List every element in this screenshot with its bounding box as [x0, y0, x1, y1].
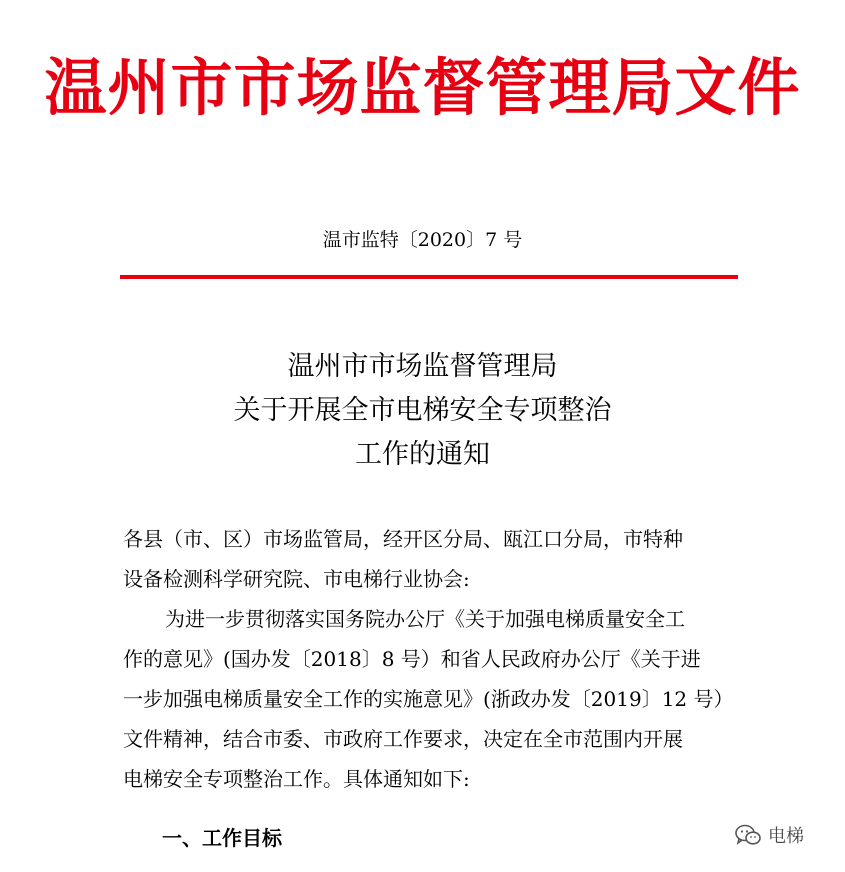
document-masthead: 温州市市场监督管理局文件	[44, 51, 801, 124]
paragraph-line-4: 文件精神，结合市委、市政府工作要求，决定在全市范围内开展	[123, 727, 683, 751]
wechat-icon	[734, 823, 762, 847]
paragraph-line-5: 电梯安全专项整治工作。具体通知如下:	[123, 767, 470, 791]
watermark-text: 电梯	[768, 826, 804, 847]
notice-title-line-3: 工作的通知	[355, 439, 490, 470]
notice-body	[123, 519, 743, 799]
section-heading-goals: 一、工作目标	[162, 826, 282, 850]
addressee-line-1: 各县（市、区）市场监管局，经开区分局、瓯江口分局，市特种	[123, 527, 683, 551]
paragraph-line-2: 作的意见》(国办发〔2018〕8 号）和省人民政府办公厅《关于进	[123, 647, 701, 671]
red-divider-line	[120, 275, 738, 279]
notice-title	[0, 345, 845, 477]
notice-title-line-2: 关于开展全市电梯安全专项整治	[233, 395, 612, 426]
paragraph-line-1: 为进一步贯彻落实国务院办公厅《关于加强电梯质量安全工	[165, 607, 685, 631]
notice-title-line-1: 温州市市场监督管理局	[287, 351, 558, 382]
addressee-line-2: 设备检测科学研究院、市电梯行业协会:	[123, 567, 470, 591]
document-number: 温市监特〔2020〕7 号	[322, 229, 523, 251]
paragraph-line-3: 一步加强电梯质量安全工作的实施意见》(浙政办发〔2019〕12 号）	[123, 687, 734, 711]
watermark	[734, 820, 804, 850]
